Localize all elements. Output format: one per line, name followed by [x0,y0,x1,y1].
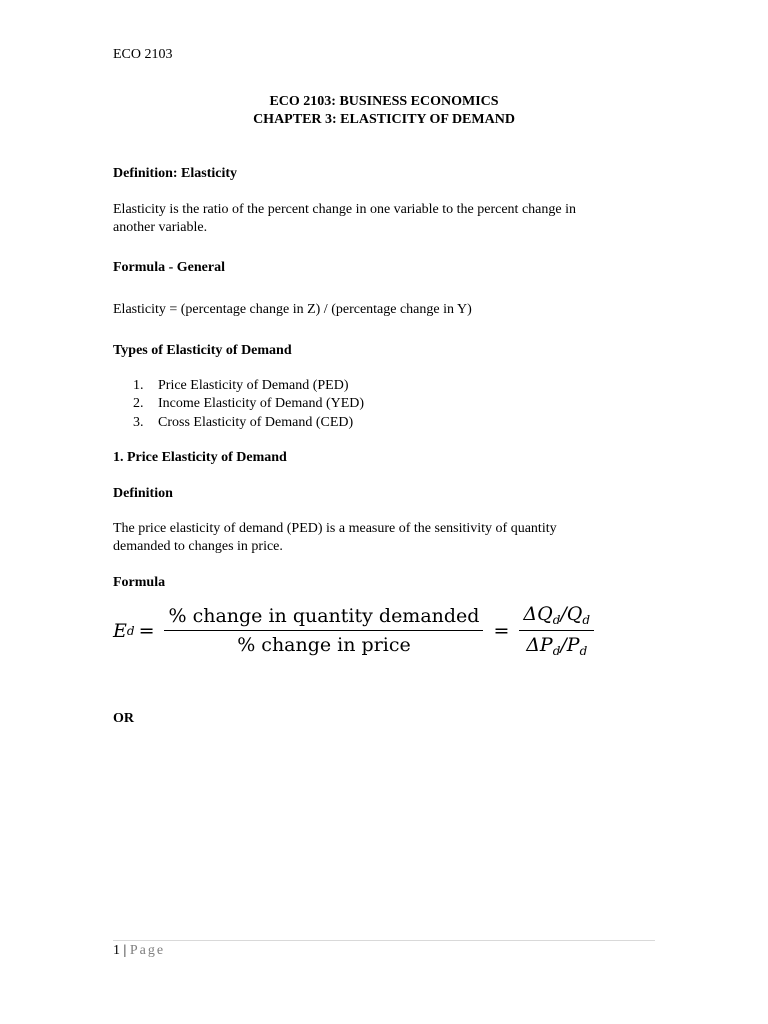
list-item-label: Cross Elasticity of Demand (CED) [158,414,354,430]
list-item [133,377,364,395]
header-course-code: ECO 2103 [113,47,173,62]
ped-definition-line1: The price elasticity of demand (PED) is a measure of the sensitivity of quantity [113,521,557,536]
over-p: /P [560,634,580,656]
definition-text-line2: another variable. [113,219,208,235]
document-title: ECO 2103: BUSINESS ECONOMICS [269,94,499,109]
formula-general-text: Elasticity = (percentage change in Z) / (percentage change in Y) [113,302,472,317]
formula-equals-2: = [493,619,510,642]
formula-general-heading: Formula - General [113,260,225,275]
page-label: Page [129,943,166,958]
list-item-number: 3. [133,414,144,430]
page-footer [113,943,165,959]
delta-q: ΔQ [523,603,553,625]
ped-definition-heading: Definition [113,486,173,501]
types-list [133,377,364,432]
over-q: /Q [560,603,583,625]
list-item-label: Income Elasticity of Demand (YED) [158,396,365,412]
page-number: 1 [113,943,120,958]
ped-heading: 1. Price Elasticity of Demand [113,450,287,465]
formula-fraction-percent-numerator: % change in quantity demanded [164,605,483,631]
formula-fraction-percent [164,605,483,656]
list-item [133,395,364,413]
ped-formula [113,603,600,658]
formula-fraction-delta-numerator [519,603,594,631]
list-item [133,414,364,432]
formula-equals: = [138,619,155,642]
delta-p-subscript: d [552,644,561,658]
definition-text [113,201,576,236]
formula-lhs-subscript: d [126,623,135,638]
types-heading: Types of Elasticity of Demand [113,343,292,358]
delta-q-subscript: d [552,613,561,627]
over-q-subscript: d [582,613,591,627]
list-item-number: 2. [133,396,144,412]
definition-text-line1: Elasticity is the ratio of the percent change in one variable to the percent change in [113,202,576,217]
formula-fraction-percent-denominator: % change in price [237,634,411,656]
list-item-number: 1. [133,378,144,393]
ped-definition-line2: demanded to changes in price. [113,538,283,554]
definition-heading: Definition: Elasticity [113,166,238,181]
ped-definition-text [113,520,557,555]
formula-lhs-symbol: E [113,619,127,642]
footer-divider [113,940,655,941]
delta-p: ΔP [526,634,553,656]
chapter-title: CHAPTER 3: ELASTICITY OF DEMAND [253,112,515,127]
ped-formula-heading: Formula [113,575,166,590]
formula-fraction-delta-denominator [522,631,591,658]
or-text: OR [113,711,134,726]
footer-separator: | [123,943,127,958]
over-p-subscript: d [579,644,588,658]
formula-fraction-delta [519,603,594,658]
list-item-label: Price Elasticity of Demand (PED) [158,378,349,393]
